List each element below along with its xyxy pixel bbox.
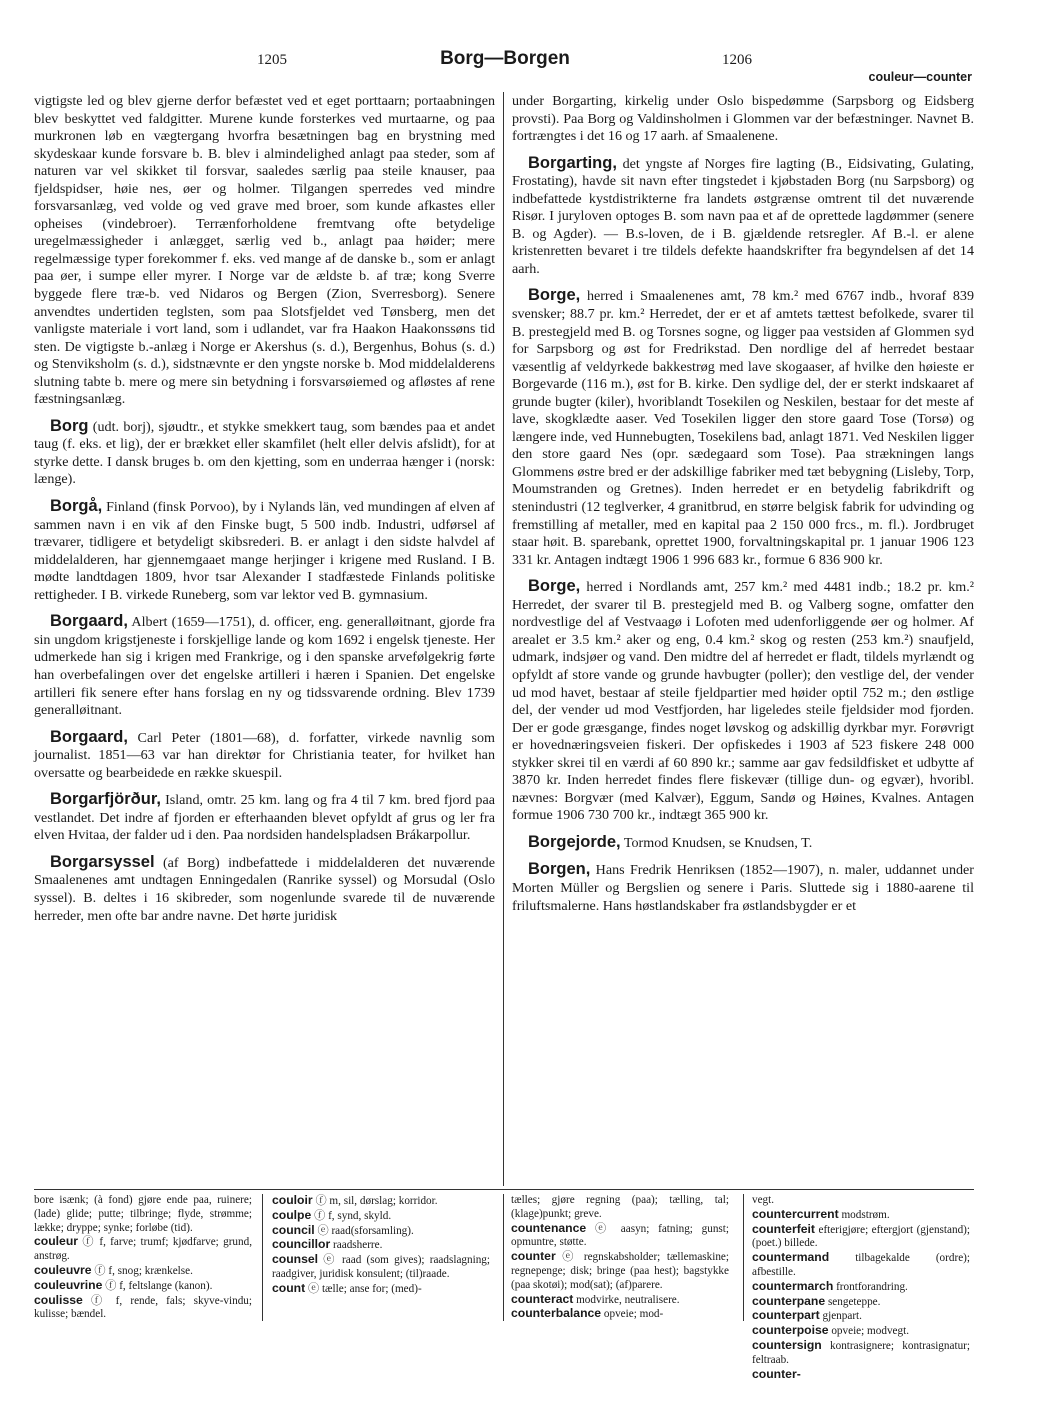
text-column-left: [34, 93, 495, 1183]
headword: countermarch: [752, 1278, 834, 1293]
entry-text: ⓕ m, sil, dørslag; korridor.: [315, 1195, 438, 1207]
entry-text: ⓔ raad(sforsamling).: [317, 1224, 414, 1237]
guide-words: couleur—counter: [868, 70, 972, 84]
entry-text: ⓔ regnskabsholder; tællemaskine; regnepenge; disk; bringe (paa hest); bagstykke (paa skotøi); mod(sat); (af)parere.: [511, 1251, 730, 1291]
entry-text: modvirke, neutralisere.: [576, 1293, 680, 1306]
dictionary-column-3: [511, 1194, 729, 1324]
entry-text: ⓔ tælle; anse for; (med)-: [307, 1282, 422, 1295]
dictionary-column-1: [34, 1194, 252, 1324]
article: [34, 418, 495, 489]
entry-text: ⓕ f, farve; trumf; kjødfarve; grund, anstrøg.: [34, 1236, 252, 1263]
entry-text: herred i Nordlands amt, 257 km.² med 4481 indb.; 18.2 pr. km.² Herredet, der svarer til B. prestegjeld med B. og Valberg sogne, omfatter den nordvestlige del af Vestvaagø i Lofoten med udenforliggende øer og holmer. Af arealet er 3.5 km.² aker og eng, 0.4 km.² skog og resten (253 km.²) snaufjeld, udmark, indsjøer og vand. Den midtre del af herredet er fladt, tildels myrlændt og opfyldt af store vande og grunde havbugter (poller); den vestlige del, der vender ud mod havet, bestaar af steile fjeldpartier med høider optil 752 m.; den østlige del, der vender ud mod Vestfjorden, har ligeledes steile fjeldsider mod fjorden. Der er gode græsgange, findes noget løvskog og adskillig dyrkbar myr. Forøvrigt er hovednæringsveien fiskeri. Der opfiskedes i 1903 af 523 fiskere 248 000 stykker skrei til en værdi af 60 890 kr.; samme aar gav fedsildfisket et udbytte af 3870 kr. Inden herredet findes flere fiskevær (tillige dun- og egvær), hvoribl. nævnes: Borgvær (med Kalvær), Eggum, Sandø og Høines, Kvalnes. Antagen formue 1906 730 700 kr., indtægt 365 900 kr.: [512, 579, 974, 824]
footer-divider-1: [262, 1194, 263, 1321]
headword: counterpoise: [752, 1323, 829, 1338]
entry-text: herred i Smaalenenes amt, 78 km.² med 6767 indb., hvoraf 839 svensker; 88.7 pr. km.² Herredet, der er et af amtets tættest befolkede, svarer til B. prestegjeld med B. og Torsnes sogne, og ligger paa vestsiden af Glommen syd for Sarpsborg og øst for Fredrikstad. Den nordlige del af herredet bestaar væsentlig af veldyrkede bakkestrøg med lave skogaaser, af hvilke den høieste er Borgevarde (116 m.), øst for B. kirke. Den sydlige del, der er sterkt indskaaret af grunde bugter (kiler), hvoriblandt Tosekilen og Neskilen, bestaar for det meste af lave, skogklædte aaser. Ved Tosekilen ligger den store gaard Tose (Torsø) og længere inde, ved Hunnebugten, Tosekilens bad, anlagt 1871. Ved Neskilen ligger den store gaard Nes (opr. sædegaard som Tose). Paa strækningen langs Glommens østre bred er der adskillige fabriker med tæt bebygning (Lisleby, Torp, Moumstranden og Gretnes). Inden herredet er en betydelig fabrikdrift og stenindustri (12 teglverker, 4 granitbrud, en større belgisk fabrik for udvinding og fremstilling af metaller, med en kapital paa 2 150 000 frcs., m. fl.). Jordbruget staar høit. B. sparebank, oprettet 1900, forvaltningskapital pr. 1 januar 1906 123 331 kr. Antagen indtægt 1906 1 996 683 kr., formue 6 836 900 kr.: [512, 288, 975, 568]
entry-text: efterigjøre; eftergjort (gjenstand); (poet.) billede.: [752, 1223, 971, 1250]
dictionary-entry: [752, 1223, 970, 1252]
headword: Borgejorde,: [528, 832, 621, 851]
dictionary-entry: [34, 1279, 252, 1294]
headword: coulpe: [272, 1207, 312, 1222]
entry-text: Finland (finsk Porvoo), by i Nylands län, ved mundingen af elven af sammen navn i en vik af den Finske bugt, 5 500 indb. Industri, udførsel af trævarer, tidligere et betydeligt skibsrederi. B. er anlagt i den sidste halvdel af middelalderen, har gjennemgaaet mange herjinger i krigene med Rusland. I B. mødte landtdagen 1809, hvor tsar Alexander I stadfæstede Finlands politiske rettigheder. I B. virkede Runeberg, som var lektor ved B. gymnasium.: [34, 499, 495, 603]
dictionary-column-2: [272, 1194, 490, 1324]
dictionary-entry: [752, 1280, 970, 1295]
dictionary-entry: [272, 1209, 490, 1224]
headword: couloir: [272, 1193, 313, 1207]
dictionary-entry: [511, 1250, 729, 1292]
headword: countercurrent: [752, 1206, 839, 1221]
article: [512, 287, 974, 569]
headword: counteract: [511, 1291, 574, 1306]
headword: Borg: [50, 416, 89, 435]
entry-text: det yngste af Norges fire lagting (B., Eidsivating, Gulating, Frostating), havde sit navn efter tingstedet i kjøbstaden Borg (nu Sarpsborg) og indbefattede kystdistrikterne fra landets østgrænse omtrent til det nuværende Risør. I juryloven optoges B. som navn paa et af de oprettede lagdømmer (senere B. og Agder). — B.s-loven, de i B. gjældende retsregler. Af B.-l. er alene kristenretten bevaret i tre tildels defekte haandskrifter fra begyndelsen af det 14 aarh.: [512, 155, 974, 277]
headword: Borgarfjörður,: [50, 790, 161, 809]
headword: counterpart: [752, 1308, 820, 1323]
headword: Borgaard,: [50, 612, 128, 631]
dictionary-entry: [34, 1264, 252, 1279]
article: [512, 93, 974, 146]
headword: counter: [511, 1249, 556, 1264]
entry-text: opveie; mod-: [603, 1308, 664, 1321]
dictionary-entry: [752, 1309, 970, 1324]
article: [512, 834, 974, 853]
entry-text: opveie; modvegt.: [831, 1325, 910, 1338]
entry-text: modstrøm.: [841, 1208, 890, 1221]
headword: counterfeit: [752, 1221, 815, 1236]
headword: countenance: [511, 1220, 587, 1235]
headword: couleur: [34, 1234, 79, 1249]
entry-text: ⓕ f, snog; krænkelse.: [94, 1264, 193, 1277]
headword: Borgarsyssel: [50, 852, 155, 871]
entry-text: Hans Fredrik Henriksen (1852—1907), n. maler, uddannet under Morten Müller og Bergslien og senere i Paris. Sluttede sig i 1880-aarene til friluftsmalerne. Hans høstlandskaber fra østlandsbygder er et: [512, 862, 974, 914]
article: [512, 155, 974, 279]
entry-text: ⓕ f, synd, skyld.: [314, 1209, 392, 1222]
page-title: Borg—Borgen: [440, 48, 570, 69]
dictionary-entry: [34, 1235, 252, 1264]
dictionary-entry: [752, 1194, 970, 1208]
page-number-left: 1205: [257, 52, 287, 68]
article: [34, 93, 495, 409]
dictionary-entry: [272, 1194, 490, 1209]
dictionary-entry: [511, 1194, 729, 1222]
entry-text: ⓕ f, feltslange (kanon).: [105, 1279, 213, 1292]
entry-text: frontforandring.: [836, 1280, 908, 1293]
entry-text: gjenpart.: [822, 1310, 862, 1323]
entry-text: ⓔ aasyn; fatning; gunst; opmuntre, støtte.: [511, 1222, 730, 1249]
column-divider: [503, 92, 504, 1186]
headword: counter-: [752, 1366, 801, 1381]
dictionary-entry: [752, 1368, 970, 1383]
entry-text: Tormod Knudsen, se Knudsen, T.: [623, 834, 813, 851]
headword: Borgen,: [528, 860, 591, 879]
dictionary-entry: [511, 1293, 729, 1308]
entry-text: vigtigste led og blev gjerne derfor befæstet ved et eget porttaarn; portaabningen blev beskyttet ved faldgitter. Murene kunde forsterkes ved murtaarne, og paa murkronen løb en vægtergang hvorfra besætningen bag en brystning med skydeskaar kunde forsvare b. B. blev i almindelighed anlagt paa steder, som af naturen var vel skikket til forsvar, saaledes særlig paa steile knauser, paa fjeldspidser, høie nes, øer og holmer. Tilgangen sperredes ved mindre forsvarsanlæg, ved volde og ved grave med broer, som kunde afkastes eller opheises (vindebroer). Terrænforholdene fremtvang ofte betydelige uregelmæssigheder i anlægget, særlig ved b., anlagt paa høider; mere regelmæssige typer forekommer f. eks. ved mange af de danske b., som er anlagt paa øer, i sumpe eller myrer. I Norge var de ældste b. af træ; kong Sverre byggede flere træ-b. ved Nidaros og Bergen (Zion, Sverresborg). Senere anvendtes undertiden teglsten, som paa Slotsfjeldet ved Tønsberg, men det vanligste materiale i vort land, som i udlandet, var fra Haakon Haakonssøns tid sten. De vigtigste b.-anlæg i Norge er Akershus (s. d.), Bergenhus, Bohus (s. d.) og Stenviksholm (s. d.), sidstnævnte er den yngste norske b. Mod middelalderens slutning tabte b. mere og mere sin betydning i forsvarsøiemed og afløstes af rene fæstningsanlæg.: [34, 93, 495, 408]
entry-text: under Borgarting, kirkelig under Oslo bispedømme (Sarpsborg og Eidsberg provsti). Paa Borg og Valdinsholmen i Glommen var der befæstninger. Navnet B. fortrængtes i det 16 og 17 aarh. af Smaalenene.: [512, 93, 974, 145]
headword: couleuvre: [34, 1262, 92, 1277]
entry-text: tilbagekalde (ordre); afbestille.: [752, 1252, 970, 1278]
dictionary-column-4: [752, 1194, 971, 1381]
article: [34, 729, 495, 783]
headword: count: [272, 1280, 306, 1295]
entry-text: (af Borg) indbefattede i middelalderen det nuværende Smaalenenes amt undtagen Enningedalen (Ranrike syssel) og Morsudal (Oslo syssel). B. deltes i 16 skibreder, som nogenlunde svarede til de nuværende herreder, men ofte bar andre navne. Det hørte juridisk: [34, 854, 495, 924]
dictionary-entry: [272, 1282, 490, 1297]
dictionary-entry: [752, 1339, 970, 1368]
dictionary-entry: [752, 1324, 970, 1339]
entry-text: ⓔ raad (som gives); raadslagning; raadgiver, juridisk konsulent; (til)raade.: [272, 1254, 491, 1280]
headword: Borge,: [528, 577, 581, 596]
dictionary-entry: [511, 1307, 729, 1322]
headword: countermand: [752, 1250, 830, 1265]
article: [512, 578, 974, 825]
headword: coulisse: [34, 1292, 83, 1307]
dictionary-entry: [272, 1238, 490, 1253]
entry-text: vegt.: [752, 1194, 775, 1206]
headword: Borgaard,: [50, 727, 128, 746]
headword: Borge,: [528, 286, 581, 305]
headword: Borgarting,: [528, 153, 617, 172]
entry-text: kontrasignere; kontrasignatur; feltraab.: [752, 1339, 970, 1366]
headword: counterbalance: [511, 1306, 602, 1321]
entry-text: (udt. borj), sjøudtr., et stykke smekkert taug, som bændes paa et andet taug (f. eks. et lig), der er brækket eller skamfilet (helt eller delvis afslidt), for at styrke dette. I dansk bruges b. om den kjetting, som en underraa hænger i (norsk: længe).: [34, 418, 495, 488]
entry-text: sengeteppe.: [827, 1295, 881, 1308]
dictionary-entry: [752, 1208, 970, 1223]
footer-rule: [34, 1189, 974, 1190]
headword: councillor: [272, 1237, 331, 1252]
headword: council: [272, 1222, 315, 1237]
entry-text: Albert (1659—1751), d. officer, eng. generalløitnant, gjorde fra sin ungdom krigstjeneste i forskjellige lande og kom 1692 i engelsk tjeneste. Her udmerkede han sig i krigen med Frankrige, og i den spanske arvefølgekrig førte han overbefalingen over det engelske artilleri i hæren i Spanien. Det engelske artilleri fik senere efter hans forslag en ny og tidssvarende ordning. Blev 1739 generalløitnant.: [34, 614, 495, 719]
entry-text: bore isænk; (à fond) gjøre ende paa, ruinere; (lade) glide; putte; tilbringe; flyde, strømme; lække; dryppe; synke; forløbe (tid).: [34, 1194, 252, 1234]
entry-text: tælles; gjøre regning (paa); tælling, tal; (klage)punkt; greve.: [511, 1194, 729, 1220]
entry-text: ⓕ f, rende, fals; skyve-vindu; kulisse; bændel.: [34, 1294, 253, 1321]
footer-divider-2: [503, 1194, 504, 1321]
article: [34, 498, 495, 604]
headword: Borgå,: [50, 497, 103, 516]
article: [34, 854, 495, 925]
text-column-right: [512, 93, 974, 1183]
dictionary-entry: [752, 1295, 970, 1310]
entry-text: Island, omtr. 25 km. lang og fra 4 til 7 km. bred fjord paa vestlandet. Det indre af fjorden er efterhaanden blevet opfyldt af grus og ler fra elven Hvitaa, der falder ud i den. Paa nordsiden handelspladsen Brákarpollur.: [34, 792, 495, 844]
headword: countersign: [752, 1337, 822, 1352]
dictionary-entry: [272, 1224, 490, 1239]
dictionary-entry: [272, 1253, 490, 1282]
headword: counterpane: [752, 1293, 826, 1308]
article: [34, 613, 495, 719]
headword: couleuvrine: [34, 1277, 103, 1292]
page-number-right: 1206: [722, 52, 752, 68]
article: [34, 791, 495, 845]
article: [512, 861, 974, 915]
headword: counsel: [272, 1252, 319, 1267]
entry-text: Carl Peter (1801—68), d. forfatter, virkede navnlig som journalist. 1851—63 var han direktør for Christiania teater, for hvilket han oversatte og bearbeidede en række skuespil.: [34, 729, 495, 781]
dictionary-entry: [34, 1194, 252, 1235]
dictionary-entry: [34, 1294, 252, 1323]
dictionary-entry: [752, 1251, 970, 1280]
footer-divider-3: [743, 1194, 744, 1321]
entry-text: raadsherre.: [333, 1239, 383, 1252]
dictionary-entry: [511, 1222, 729, 1251]
